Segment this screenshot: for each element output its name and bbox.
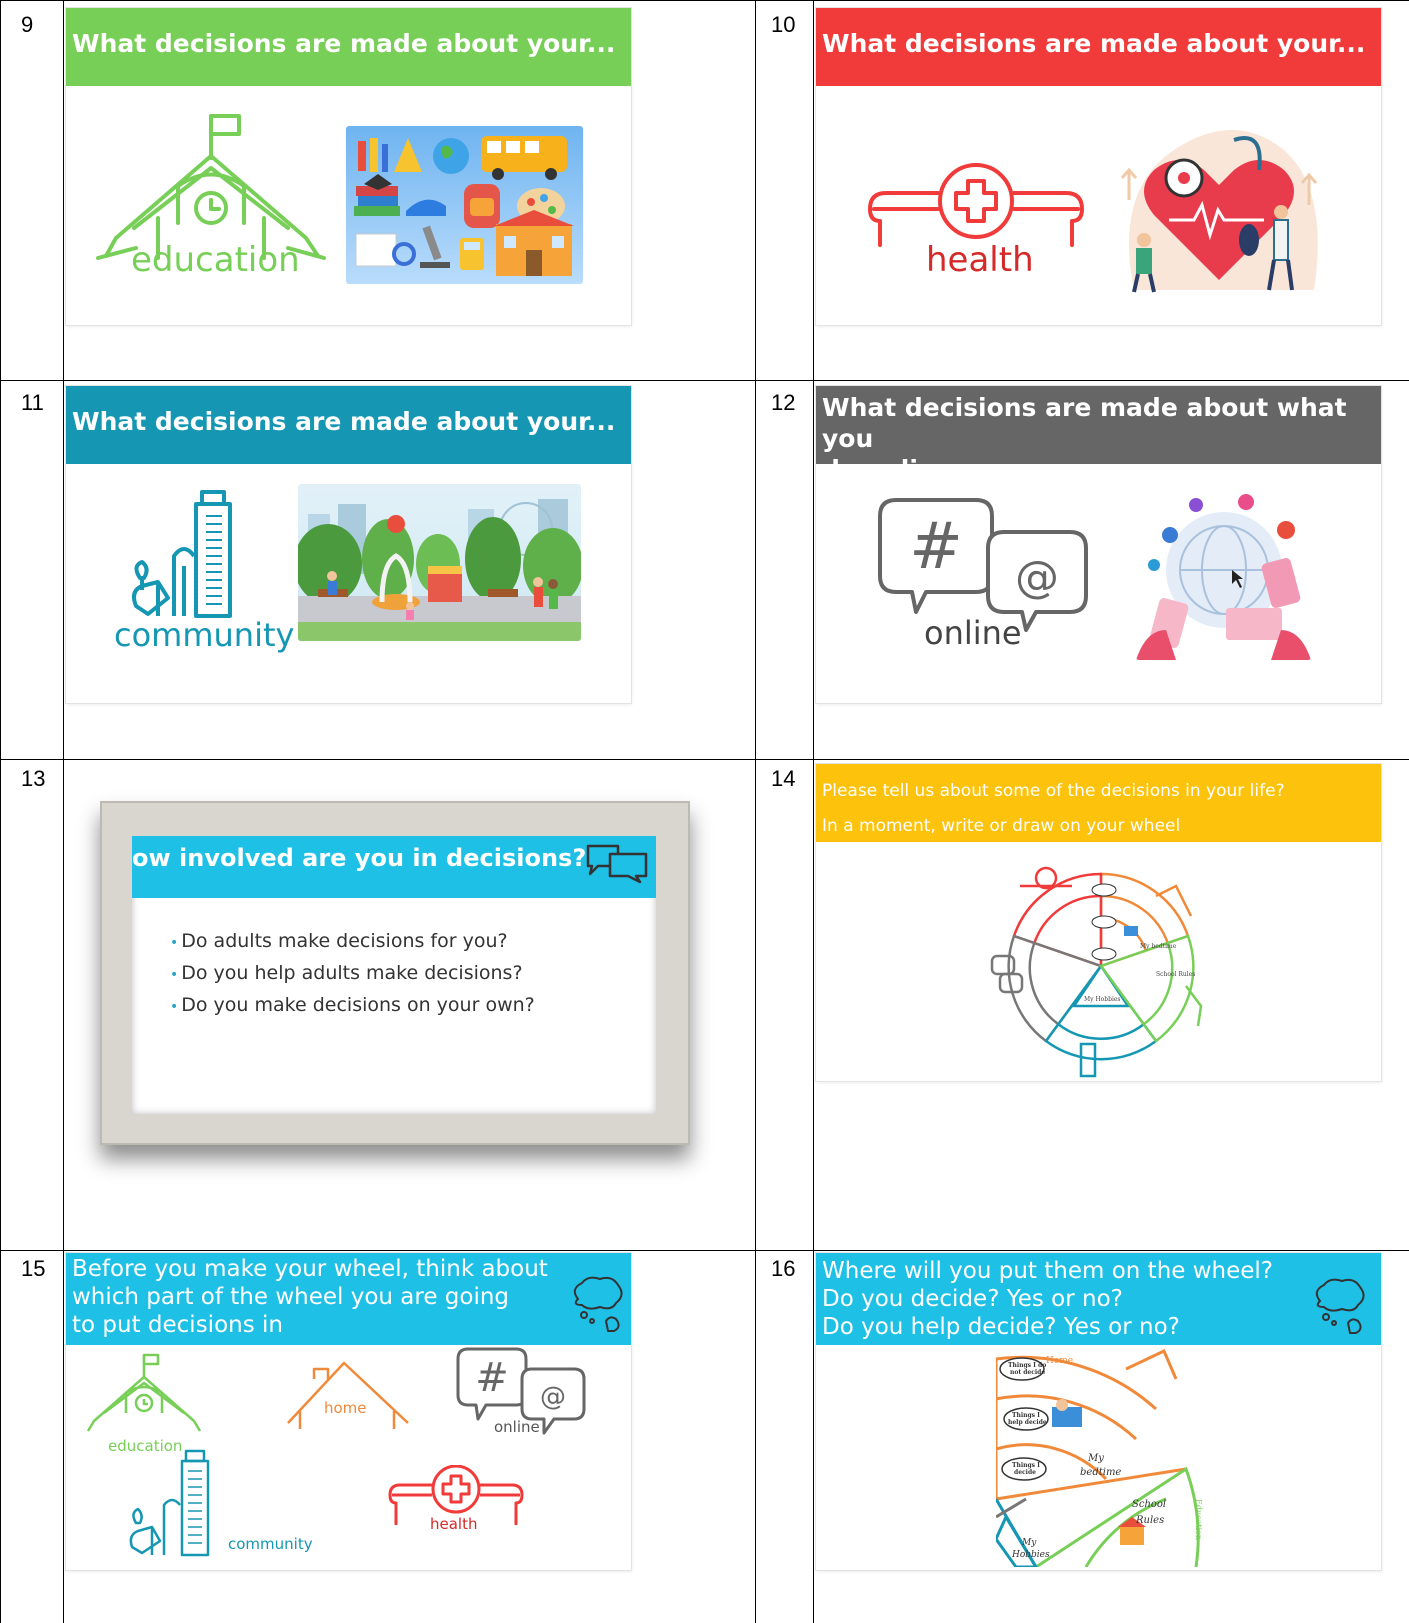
slide-health [816, 8, 1381, 325]
online-world-image [1136, 490, 1311, 660]
svg-text:Things I do: Things I do [1008, 1362, 1047, 1369]
svg-text:My: My [1022, 1538, 1037, 1548]
svg-text:Things I: Things I [1012, 1462, 1040, 1469]
slide-title: Please tell us about some of the decisions in your life? [822, 781, 1285, 801]
question-text: Do adults make decisions for you? [181, 930, 508, 952]
question-text: Do you make decisions on your own? [181, 994, 535, 1016]
slide-title-bar [66, 8, 631, 86]
slide-title-bar [66, 1253, 631, 1345]
topic-label: online [924, 614, 1022, 652]
slide-number: 15 [21, 1256, 46, 1281]
speech-bubbles-icon [584, 842, 650, 884]
topic-label: health [430, 1515, 478, 1533]
slide-wheel-placement [816, 1253, 1381, 1570]
question-item [170, 962, 523, 984]
table-border-top [0, 0, 1409, 1]
slide-title: What decisions are made about what you do online... [822, 393, 1347, 484]
svg-text:@: @ [1015, 552, 1059, 603]
community-icon [128, 486, 258, 621]
table-row-divider [0, 380, 1409, 381]
topic-label: home [324, 1399, 367, 1417]
svg-text:#: # [475, 1355, 509, 1401]
slide-subtitle: In a moment, write or draw on your wheel [822, 816, 1181, 836]
topic-label: education [131, 240, 300, 280]
slide-title: What decisions are made about your... [72, 407, 616, 436]
community-icon [126, 1449, 222, 1559]
slide-title-bar [132, 836, 656, 898]
svg-text:Home: Home [1046, 1356, 1074, 1366]
svg-text:School: School [1132, 1499, 1167, 1510]
decision-wheel-zoom-image [996, 1349, 1206, 1567]
svg-text:not decide: not decide [1010, 1369, 1046, 1376]
park-image [298, 484, 581, 641]
bullet-icon: • [170, 935, 179, 951]
svg-text:@: @ [540, 1382, 566, 1412]
svg-text:My bedtime: My bedtime [1140, 943, 1177, 950]
svg-text:Rules: Rules [1136, 1515, 1165, 1526]
svg-text:help decide: help decide [1008, 1419, 1047, 1426]
slide-number: 11 [21, 390, 44, 415]
svg-text:#: # [909, 510, 963, 584]
decision-wheel-image [986, 856, 1216, 1081]
topic-label: health [926, 240, 1034, 280]
slide-online [816, 386, 1381, 703]
svg-text:Things I: Things I [1012, 1412, 1040, 1419]
svg-text:My: My [1088, 1453, 1104, 1464]
topic-label: online [494, 1418, 540, 1436]
svg-text:Education: Education [1194, 1499, 1203, 1541]
question-item [170, 930, 508, 952]
slide-title: Where will you put them on the wheel? Do you decide? Yes or no? Do you help decide? Yes or no? [822, 1258, 1274, 1340]
slide-wheel-parts [66, 1253, 631, 1570]
slide-title-bar [816, 764, 1381, 842]
topic-label: community [114, 616, 295, 654]
slide-community [66, 386, 631, 703]
table-col-divider [755, 0, 756, 1623]
question-text: Do you help adults make decisions? [181, 962, 523, 984]
slide-title: Before you make your wheel, think about which part of the wheel you are going to put decisions in [72, 1256, 548, 1338]
house-icon [284, 1359, 412, 1429]
school-icon [84, 1351, 204, 1451]
school-supplies-image [346, 126, 583, 284]
table-row-divider [0, 759, 1409, 760]
bullet-icon: • [170, 999, 179, 1015]
slide-title-bar [816, 1253, 1381, 1345]
slide-number: 13 [21, 766, 46, 791]
thought-bubble-icon [568, 1275, 628, 1335]
heart-checkup-image [1114, 110, 1324, 310]
svg-text:My Hobbies: My Hobbies [1084, 996, 1121, 1003]
table-row-divider [0, 1250, 1409, 1251]
thought-bubble-icon [1310, 1277, 1370, 1337]
bullet-icon: • [170, 967, 179, 983]
slide-title: What decisions are made about your... [72, 29, 616, 58]
table-col-divider [813, 0, 814, 1623]
slide-education [66, 8, 631, 325]
slide-number: 16 [771, 1256, 796, 1281]
table-border-left [0, 0, 1, 1623]
topic-label: community [228, 1535, 313, 1553]
slide-number: 14 [771, 766, 796, 791]
slide-title-bar [816, 8, 1381, 86]
svg-text:Hobbies: Hobbies [1012, 1550, 1050, 1560]
slide-title-bar [816, 386, 1381, 484]
svg-text:decide: decide [1014, 1469, 1036, 1476]
slide-title: ow involved are you in decisions? [132, 844, 587, 872]
slide-number: 9 [21, 12, 34, 37]
slide-title-bar [66, 386, 631, 464]
svg-text:School Rules: School Rules [1156, 971, 1196, 978]
slide-number: 12 [771, 390, 796, 415]
slide-title: What decisions are made about your... [822, 29, 1366, 58]
slide-number: 10 [771, 12, 796, 37]
slide-decision-wheel [816, 764, 1381, 1081]
svg-text:bedtime: bedtime [1080, 1467, 1122, 1478]
topic-label: education [108, 1437, 183, 1455]
table-col-divider [63, 0, 64, 1623]
question-item [170, 994, 535, 1016]
